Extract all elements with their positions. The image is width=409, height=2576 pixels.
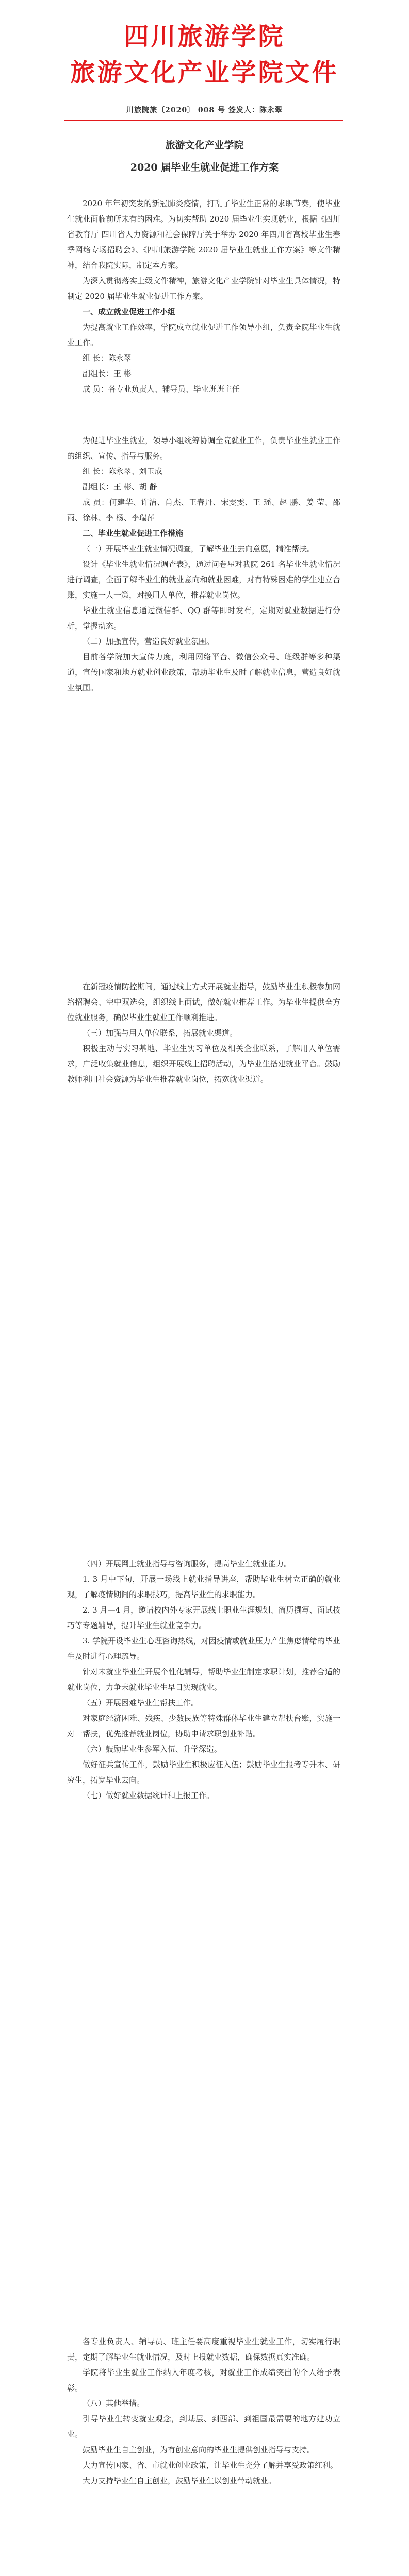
paragraph: 积极主动与实习基地、毕业生实习单位及相关企业联系，了解用人单位需求，广泛收集就业信息，组织开展线上招聘活动，为毕业生搭建就业平台。鼓励教师利用社会资源为毕业生推荐就业岗位，拓宽就业渠道。 [67,1044,340,1084]
body-part2 [67,433,340,696]
paragraph: （四）开展网上就业指导与咨询服务，提高毕业生就业能力。 [83,1559,292,1568]
doc-title-line2: 2020 届毕业生就业促进工作方案 [130,162,279,173]
paragraph: 成 员：何建华、许洁、肖杰、王春丹、宋雯雯、王 瑶、赵 鹏、姜 莹、邵 雨、徐林、李 杨、李瑞萍 [67,498,340,522]
paragraph: 目前各学院加大宣传力度，利用网络平台、微信公众号、班级群等多种渠道，宣传国家和地方就业创业政策，帮助毕业生及时了解就业信息，营造良好就业氛围。 [67,652,340,692]
paragraph: 大力宣传国家、省、市就业创业政策，让毕业生充分了解并享受政策红利。 [83,2461,338,2470]
paragraph: 毕业生就业信息通过微信群、QQ 群等即时发布，定期对就业数据进行分析，掌握动态。 [67,606,340,631]
paragraph: 成 员：各专业负责人、辅导员、毕业班班主任 [83,384,240,394]
paragraph: 在新冠疫情防控期间，通过线上方式开展就业指导，鼓励毕业生积极参加网络招聘会、空中双选会，组织线上面试，做好就业推荐工作。为毕业生提供全方位就业服务，确保毕业生就业工作顺利推进。 [67,982,340,1022]
paragraph: （二）加强宣传，营造良好就业氛围。 [83,637,215,646]
paragraph: 副组长：王 彬 [83,369,132,378]
doc-number: 川旅院旅〔2020〕 008 号 签发人：陈永翠 [126,106,283,114]
paragraph: 对家庭经济困难、残疾、少数民族等特殊群体毕业生建立帮扶台账，实施一对一帮扶，优先推荐就业岗位，协助申请求职创业补贴。 [67,1714,340,1738]
paragraph: 为提高就业工作效率，学院成立就业促进工作领导小组，负责全院毕业生就业工作。 [67,323,340,347]
paragraph: （三）加强与用人单位联系，拓展就业渠道。 [83,1028,238,1038]
paragraph: 为深入贯彻落实上级文件精神，旅游文化产业学院针对毕业生具体情况，特制定 2020 届毕业生就业促进工作方案。 [67,276,340,301]
section-heading: 一、成立就业促进工作小组 [83,307,176,316]
paragraph: 做好征兵宣传工作，鼓励毕业生积极应征入伍；鼓励毕业生报考专升本、研究生，拓宽毕业去向。 [67,1760,340,1785]
paragraph: 2. 3 月—4 月，邀请校内外专家开展线上职业生涯规划、简历撰写、面试技巧等专题辅导，提升毕业生就业竞争力。 [67,1605,340,1630]
body-part3 [67,1556,340,1803]
paragraph: 3. 学院开设毕业生心理咨询热线，对因疫情或就业压力产生焦虑情绪的毕业生及时进行心理疏导。 [67,1636,340,1661]
paragraph: （七）做好就业数据统计和上报工作。 [83,1791,215,1800]
paragraph: （一）开展毕业生就业情况调查，了解毕业生去向意愿，精准帮扶。 [83,544,315,553]
paragraph: 设计《毕业生就业情况调查表》，通过问卷星对我院 261 名毕业生就业情况进行调查，全面了解毕业生的就业意向和就业困难，对有特殊困难的学生建立台账，实施一人一策，对接用人单位，推荐就业岗位。 [67,560,340,600]
header-title-line2: 旅游文化产业学院文件 [70,58,339,87]
paragraph: 各专业负责人、辅导员、班主任要高度重视毕业生就业工作，切实履行职责，定期了解毕业生就业情况，及时上报就业数据，确保数据真实准确。 [67,2337,340,2362]
paragraph: （八）其他举措。 [83,2399,145,2408]
body-part4 [67,2334,340,2488]
paragraph: 大力支持毕业生自主创业，鼓励毕业生以创业带动就业。 [83,2476,276,2485]
section-heading: 二、毕业生就业促进工作措施 [83,529,184,538]
paragraph: 鼓励毕业生自主创业，为有创业意向的毕业生提供创业指导与支持。 [83,2445,315,2454]
doc-title-line1: 旅游文化产业学院 [165,140,244,151]
paragraph: 副组长：王 彬、胡 静 [83,482,157,492]
paragraph: （六）鼓励毕业生参军入伍、升学深造。 [83,1744,222,1754]
paragraph: 为促进毕业生就业，领导小组统筹协调全院就业工作，负责毕业生就业工作的组织、宣传、指导与服务。 [67,436,340,461]
paragraph: 组 长：陈永翠、刘玉成 [83,467,162,476]
paragraph: 针对未就业毕业生开展个性化辅导，帮助毕业生制定求职计划，推荐合适的就业岗位，力争未就业毕业生早日实现就业。 [67,1667,340,1692]
paragraph: 1. 3 月中下旬，开展一场线上就业指导讲座，帮助毕业生树立正确的就业观，了解疫情期间的求职技巧，提高毕业生的求职能力。 [67,1574,340,1599]
paragraph: （五）开展困难毕业生帮扶工作。 [83,1698,199,1707]
body-part1 [67,196,340,397]
header-title-line1: 四川旅游学院 [124,22,285,51]
paragraph: 引导毕业生转变就业观念，到基层、到西部、到祖国最需要的地方建功立业。 [67,2414,340,2439]
red-divider [64,120,343,121]
body-part2b [67,979,340,1087]
paragraph: 学院将毕业生就业工作纳入年度考核，对就业工作成绩突出的个人给予表彰。 [67,2368,340,2393]
paragraph: 组 长：陈永翠 [83,353,132,363]
paragraph: 2020 年年初突发的新冠肺炎疫情，打乱了毕业生正常的求职节奏，使毕业生就业面临前所未有的困难。为切实帮助 2020 届毕业生实现就业，根据《四川省教育厅 四川省人力资源和社会保障厅关于举办 2020 年四川省高校毕业生春季网络专场招聘会》、《四川旅游学院 2020 届毕业生就业工作方案》等文件精神，结合我院实际，制定本方案。 [67,199,340,270]
